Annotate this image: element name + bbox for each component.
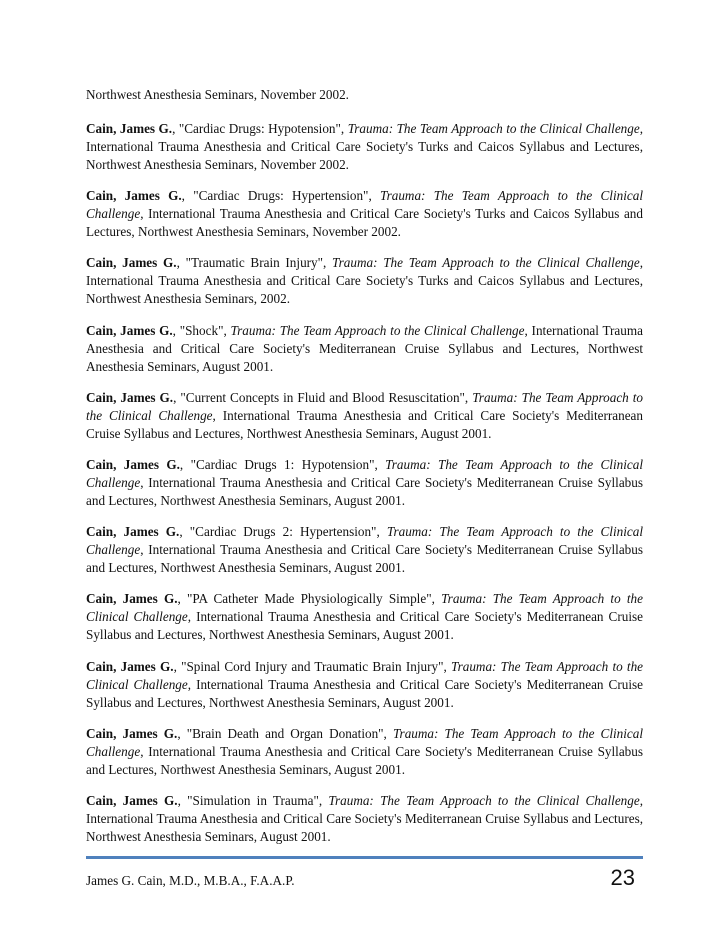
footer-author-name: James G. Cain, M.D., M.B.A., F.A.A.P.	[86, 873, 295, 888]
entry-author: Cain, James G.	[86, 591, 178, 607]
entry-separator: ,	[172, 121, 179, 136]
entry-details: , International Trauma Anesthesia and Critical Care Society's Turks and Caicos Syllabus and Lectures, Northwest Anesthesia Seminars, November 2002.	[86, 206, 643, 240]
entry-author: Cain, James G.	[86, 188, 182, 204]
entry-author: Cain, James G.	[86, 725, 178, 741]
entry-book: Trauma: The Team Approach to the Clinical Challenge	[328, 792, 640, 808]
entry-book: Trauma: The Team Approach to the Clinical Challenge	[86, 188, 643, 222]
document-page	[86, 0, 643, 943]
publication-entry	[86, 658, 643, 712]
publication-entry	[86, 254, 643, 308]
publication-entry	[86, 456, 643, 510]
entry-details: , International Trauma Anesthesia and Critical Care Society's Mediterranean Cruise Syllabus and Lectures, Northwest Anesthesia Seminars, August 2001.	[86, 407, 643, 441]
entry-author: Cain, James G.	[86, 255, 177, 271]
entry-separator: ,	[177, 591, 188, 607]
entry-book: Trauma: The Team Approach to the Clinical Challenge	[86, 389, 644, 423]
entry-details: , International Trauma Anesthesia and Critical Care Society's Mediterranean Cruise Syllabus and Lectures, Northwest Anesthesia Seminars, August 2001.	[86, 474, 643, 508]
entry-separator: ,	[176, 255, 186, 271]
entry-book: Trauma: The Team Approach to the Clinical Challenge	[86, 591, 643, 625]
footer-divider	[86, 856, 643, 859]
entry-separator: ,	[181, 188, 194, 204]
entry-book: Trauma: The Team Approach to the Clinical Challenge	[230, 322, 525, 338]
entry-title: "PA Catheter Made Physiologically Simple",	[187, 591, 442, 607]
publication-entry	[86, 725, 643, 779]
page-number: 23	[610, 865, 635, 890]
entry-author: Cain, James G.	[86, 792, 178, 808]
entry-details: , International Trauma Anesthesia and Critical Care Society's Mediterranean Cruise Syllabus and Lectures, Northwest Anesthesia Seminars, August 2001.	[86, 609, 643, 643]
entry-title: "Cardiac Drugs 1: Hypotension",	[190, 456, 386, 472]
publication-entry	[86, 187, 643, 241]
entry-book: Trauma: The Team Approach to the Clinical Challenge	[332, 255, 640, 271]
publication-entry	[86, 590, 643, 644]
entry-separator: ,	[172, 322, 180, 338]
entry-details: , International Trauma Anesthesia and Critical Care Society's Mediterranean Cruise Syllabus and Lectures, Northwest Anesthesia Seminars, August 2001.	[86, 743, 643, 777]
entry-title: "Traumatic Brain Injury",	[185, 255, 333, 271]
entry-separator: ,	[179, 524, 190, 540]
publication-list	[86, 120, 643, 859]
entry-author: Cain, James G.	[86, 456, 180, 472]
entry-book: Trauma: The Team Approach to the Clinical Challenge	[86, 658, 644, 692]
entry-details: , International Trauma Anesthesia and Critical Care Society's Mediterranean Cruise Syllabus and Lectures, Northwest Anesthesia Seminars, August 2001.	[86, 676, 643, 710]
publication-entry	[86, 120, 643, 174]
entry-author: Cain, James G.	[86, 658, 174, 674]
entry-details: , International Trauma Anesthesia and Critical Care Society's Turks and Caicos Syllabus and Lectures, Northwest Anesthesia Seminars, 2002.	[86, 255, 644, 307]
publication-entry	[86, 389, 643, 443]
entry-separator: ,	[179, 456, 191, 472]
entry-author: Cain, James G.	[86, 389, 174, 405]
entry-details: , International Trauma Anesthesia and Critical Care Society's Mediterranean Cruise Syllabus and Lectures, Northwest Anesthesia Seminars, August 2001.	[86, 792, 644, 844]
entry-book: Trauma: The Team Approach to the Clinical Challenge	[86, 456, 644, 490]
entry-title: "Simulation in Trauma",	[187, 792, 329, 808]
entry-separator: ,	[177, 792, 188, 808]
entry-separator: ,	[173, 658, 182, 674]
entry-title: "Brain Death and Organ Donation",	[186, 725, 393, 741]
entry-title: "Cardiac Drugs: Hypotension",	[178, 121, 348, 136]
entry-separator: ,	[173, 389, 181, 405]
entry-book: Trauma: The Team Approach to the Clinical Challenge	[86, 524, 644, 558]
entry-title: "Spinal Cord Injury and Traumatic Brain Injury",	[181, 658, 451, 674]
entry-title: "Shock",	[179, 322, 231, 338]
entry-separator: ,	[177, 725, 187, 741]
publication-entry	[86, 322, 643, 376]
publication-entry	[86, 792, 643, 846]
entry-title: "Cardiac Drugs 2: Hypertension",	[189, 524, 387, 540]
entry-details: , International Trauma Anesthesia and Critical Care Society's Mediterranean Cruise Syllabus and Lectures, Northwest Anesthesia Seminars, August 2001.	[86, 322, 643, 374]
entry-author: Cain, James G.	[86, 524, 180, 540]
publication-entry	[86, 523, 643, 577]
entry-author: Cain, James G.	[86, 322, 173, 338]
entry-author: Cain, James G.	[86, 121, 173, 136]
entry-book: Trauma: The Team Approach to the Clinical Challenge	[347, 121, 640, 136]
entry-details: , International Trauma Anesthesia and Critical Care Society's Mediterranean Cruise Syllabus and Lectures, Northwest Anesthesia Seminars, August 2001.	[86, 542, 643, 576]
entry-details: , International Trauma Anesthesia and Critical Care Society's Turks and Caicos Syllabus and Lectures, Northwest Anesthesia Seminars, November 2002.	[86, 121, 644, 172]
entry-title: "Cardiac Drugs: Hypertension",	[193, 188, 380, 204]
continuation-line: Northwest Anesthesia Seminars, November 2002.	[86, 87, 349, 102]
entry-title: "Current Concepts in Fluid and Blood Resuscitation",	[180, 389, 473, 405]
entry-book: Trauma: The Team Approach to the Clinical Challenge	[86, 725, 644, 759]
